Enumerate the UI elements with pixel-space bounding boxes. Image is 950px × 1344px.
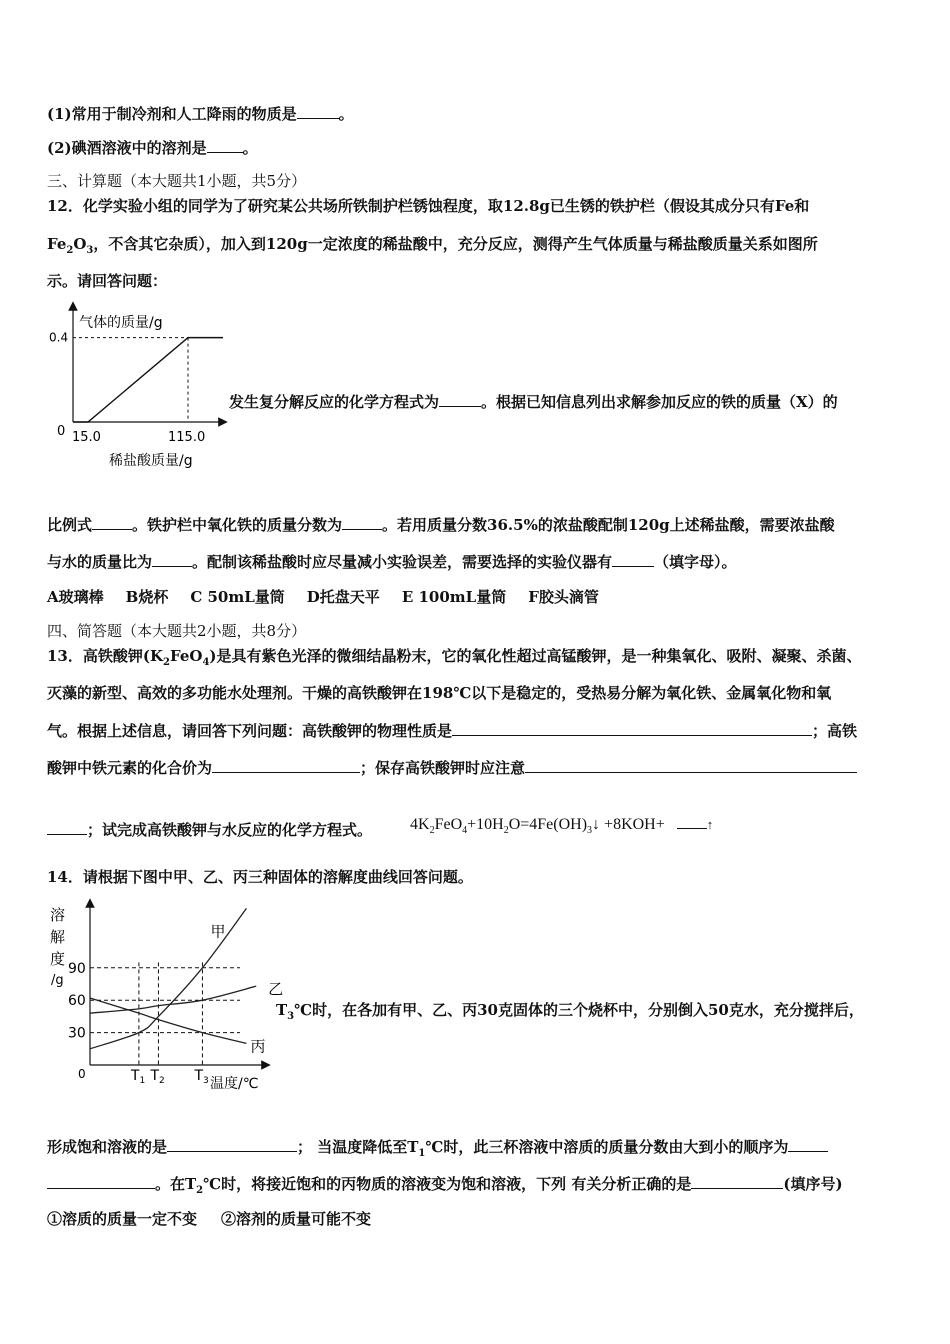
- answer-blank[interactable]: [452, 721, 812, 736]
- option-c[interactable]: C 50mL量筒: [190, 588, 285, 606]
- x-tick-label: 15.0: [72, 430, 101, 445]
- x-tick-label: $T_1$: [130, 1068, 146, 1086]
- option-a[interactable]: A玻璃棒: [47, 588, 104, 606]
- x-tick-label: $T_2$: [150, 1068, 165, 1086]
- origin-label: 0: [57, 424, 66, 439]
- answer-blank[interactable]: [92, 515, 132, 530]
- q13-line3: 气。根据上述信息，请回答下列问题：高铁酸钾的物理性质是 ；高铁: [47, 722, 858, 740]
- q14-line4: 。在$T_2℃$时，将接近饱和的丙物质的溶液变为饱和溶液，下列 有关分析正确的是 (填序号): [47, 1174, 843, 1201]
- option-b[interactable]: B烧杯: [125, 588, 169, 606]
- answer-blank[interactable]: [212, 758, 360, 773]
- q11-line1: (1)常用于制冷剂和人工降雨的物质是 。: [47, 105, 354, 123]
- q14-options: [47, 1209, 371, 1229]
- series-jia-label: 甲: [210, 922, 226, 941]
- answer-blank[interactable]: [612, 552, 654, 567]
- series-yi-curve: [90, 986, 256, 1013]
- q13-line1: 13．高铁酸钾$(K_2FeO_4)$是具有紫色光泽的微细结晶粉末，它的氧化性超过高锰酸钾，是一种集氧化、吸附、凝聚、杀菌、: [47, 647, 862, 668]
- q13-line5: ；试完成高铁酸钾与水反应的化学方程式。: [47, 820, 372, 840]
- q12-side-text: 发生复分解反应的化学方程式为 。根据已知信息列出求解参加反应的铁的质量（X）的: [229, 393, 838, 411]
- option-f[interactable]: F胶头滴管: [528, 588, 599, 606]
- option-1[interactable]: ①溶质的质量一定不变: [47, 1210, 198, 1228]
- section3-heading: 三、计算题（本大题共1小题，共5分）: [47, 172, 307, 190]
- answer-blank[interactable]: [47, 820, 87, 835]
- x-axis-label: 温度/℃: [210, 1076, 259, 1092]
- q11-line2: (2)碘酒溶液中的溶剂是 。: [47, 139, 258, 157]
- q12-line1: 12．化学实验小组的同学为了研究某公共场所铁制护栏锈蚀程度，取12.8g已生锈的铁护栏（假设其成分只有Fe和: [47, 197, 810, 215]
- q14-line3: 形成饱和溶液的是 ； 当温度降低至$T_1℃$时，此三杯溶液中溶质的质量分数由大到小的顺序为: [47, 1137, 828, 1164]
- gas-series-line: [73, 338, 223, 422]
- y-tick-label: 30: [68, 1025, 86, 1042]
- answer-blank[interactable]: [47, 1174, 155, 1189]
- q13-line4: 酸钾中铁元素的化合价为 ；保存高铁酸钾时应注意: [47, 758, 857, 778]
- answer-blank[interactable]: [342, 515, 382, 530]
- answer-blank[interactable]: [788, 1137, 828, 1152]
- option-e[interactable]: E 100mL量筒: [401, 588, 507, 606]
- section4-heading: 四、简答题（本大题共2小题，共8分）: [47, 622, 307, 640]
- q14-side-text: $T_3℃$时，在各加有甲、乙、丙30克固体的三个烧杯中，分别倒入50克水，充分搅拌后，: [276, 1001, 864, 1022]
- answer-blank[interactable]: [677, 808, 707, 829]
- origin-label: 0: [78, 1067, 86, 1081]
- y-label-char: 度: [50, 950, 66, 968]
- x-tick-label: 115.0: [168, 430, 206, 445]
- y-tick-label: 90: [68, 960, 86, 977]
- y-tick-label: 0.4: [49, 330, 69, 345]
- gas-mass-chart: [47, 296, 232, 472]
- option-d[interactable]: D托盘天平: [306, 588, 380, 606]
- y-label-char: 解: [50, 928, 66, 946]
- solubility-chart: [44, 897, 284, 1095]
- q12-line5: 与水的质量比为 。配制该稀盐酸时应尽量减小实验误差，需要选择的实验仪器有 （填字母）。: [47, 553, 737, 571]
- answer-blank[interactable]: [525, 758, 857, 773]
- x-axis-label: 稀盐酸质量/g: [109, 453, 193, 469]
- q13-line2: 灭藻的新型、高效的多功能水处理剂。干燥的高铁酸钾在198℃以下是稳定的，受热易分解为氧化铁、金属氧化物和氧: [47, 684, 832, 702]
- y-axis-label: 气体的质量/g: [79, 315, 163, 331]
- q12-line3: 示。请回答问题：: [47, 272, 168, 290]
- series-yi-label: 乙: [268, 980, 284, 999]
- answer-blank[interactable]: [297, 104, 339, 119]
- option-2[interactable]: ②溶剂的质量可能不变: [221, 1210, 372, 1228]
- q12-line4: 比例式 。铁护栏中氧化铁的质量分数为 。若用质量分数36.5%的浓盐酸配制120g上述稀盐酸，需要浓盐酸: [47, 516, 835, 534]
- answer-blank[interactable]: [439, 392, 481, 407]
- q12-line2: $Fe_2O_3$，不含其它杂质），加入到120g一定浓度的稀盐酸中，充分反应，测得产生气体质量与稀盐酸质量关系如图所: [47, 235, 818, 256]
- q12-options: [47, 587, 621, 607]
- answer-blank[interactable]: [691, 1174, 783, 1189]
- y-label-char: 溶: [50, 906, 66, 924]
- q13-equation: $4K_2FeO_4+10H_2O=4Fe(OH)_3↓ +8KOH+$ ↑: [410, 808, 713, 836]
- x-tick-label: $T_3$: [194, 1068, 209, 1086]
- answer-blank[interactable]: [207, 138, 243, 153]
- y-label-char: /g: [51, 973, 64, 988]
- y-tick-label: 60: [68, 993, 86, 1010]
- answer-blank[interactable]: [152, 552, 192, 567]
- answer-blank[interactable]: [167, 1137, 297, 1152]
- series-bing-label: 丙: [250, 1037, 266, 1056]
- q14-line1: 14．请根据下图中甲、乙、丙三种固体的溶解度曲线回答问题。: [47, 868, 473, 886]
